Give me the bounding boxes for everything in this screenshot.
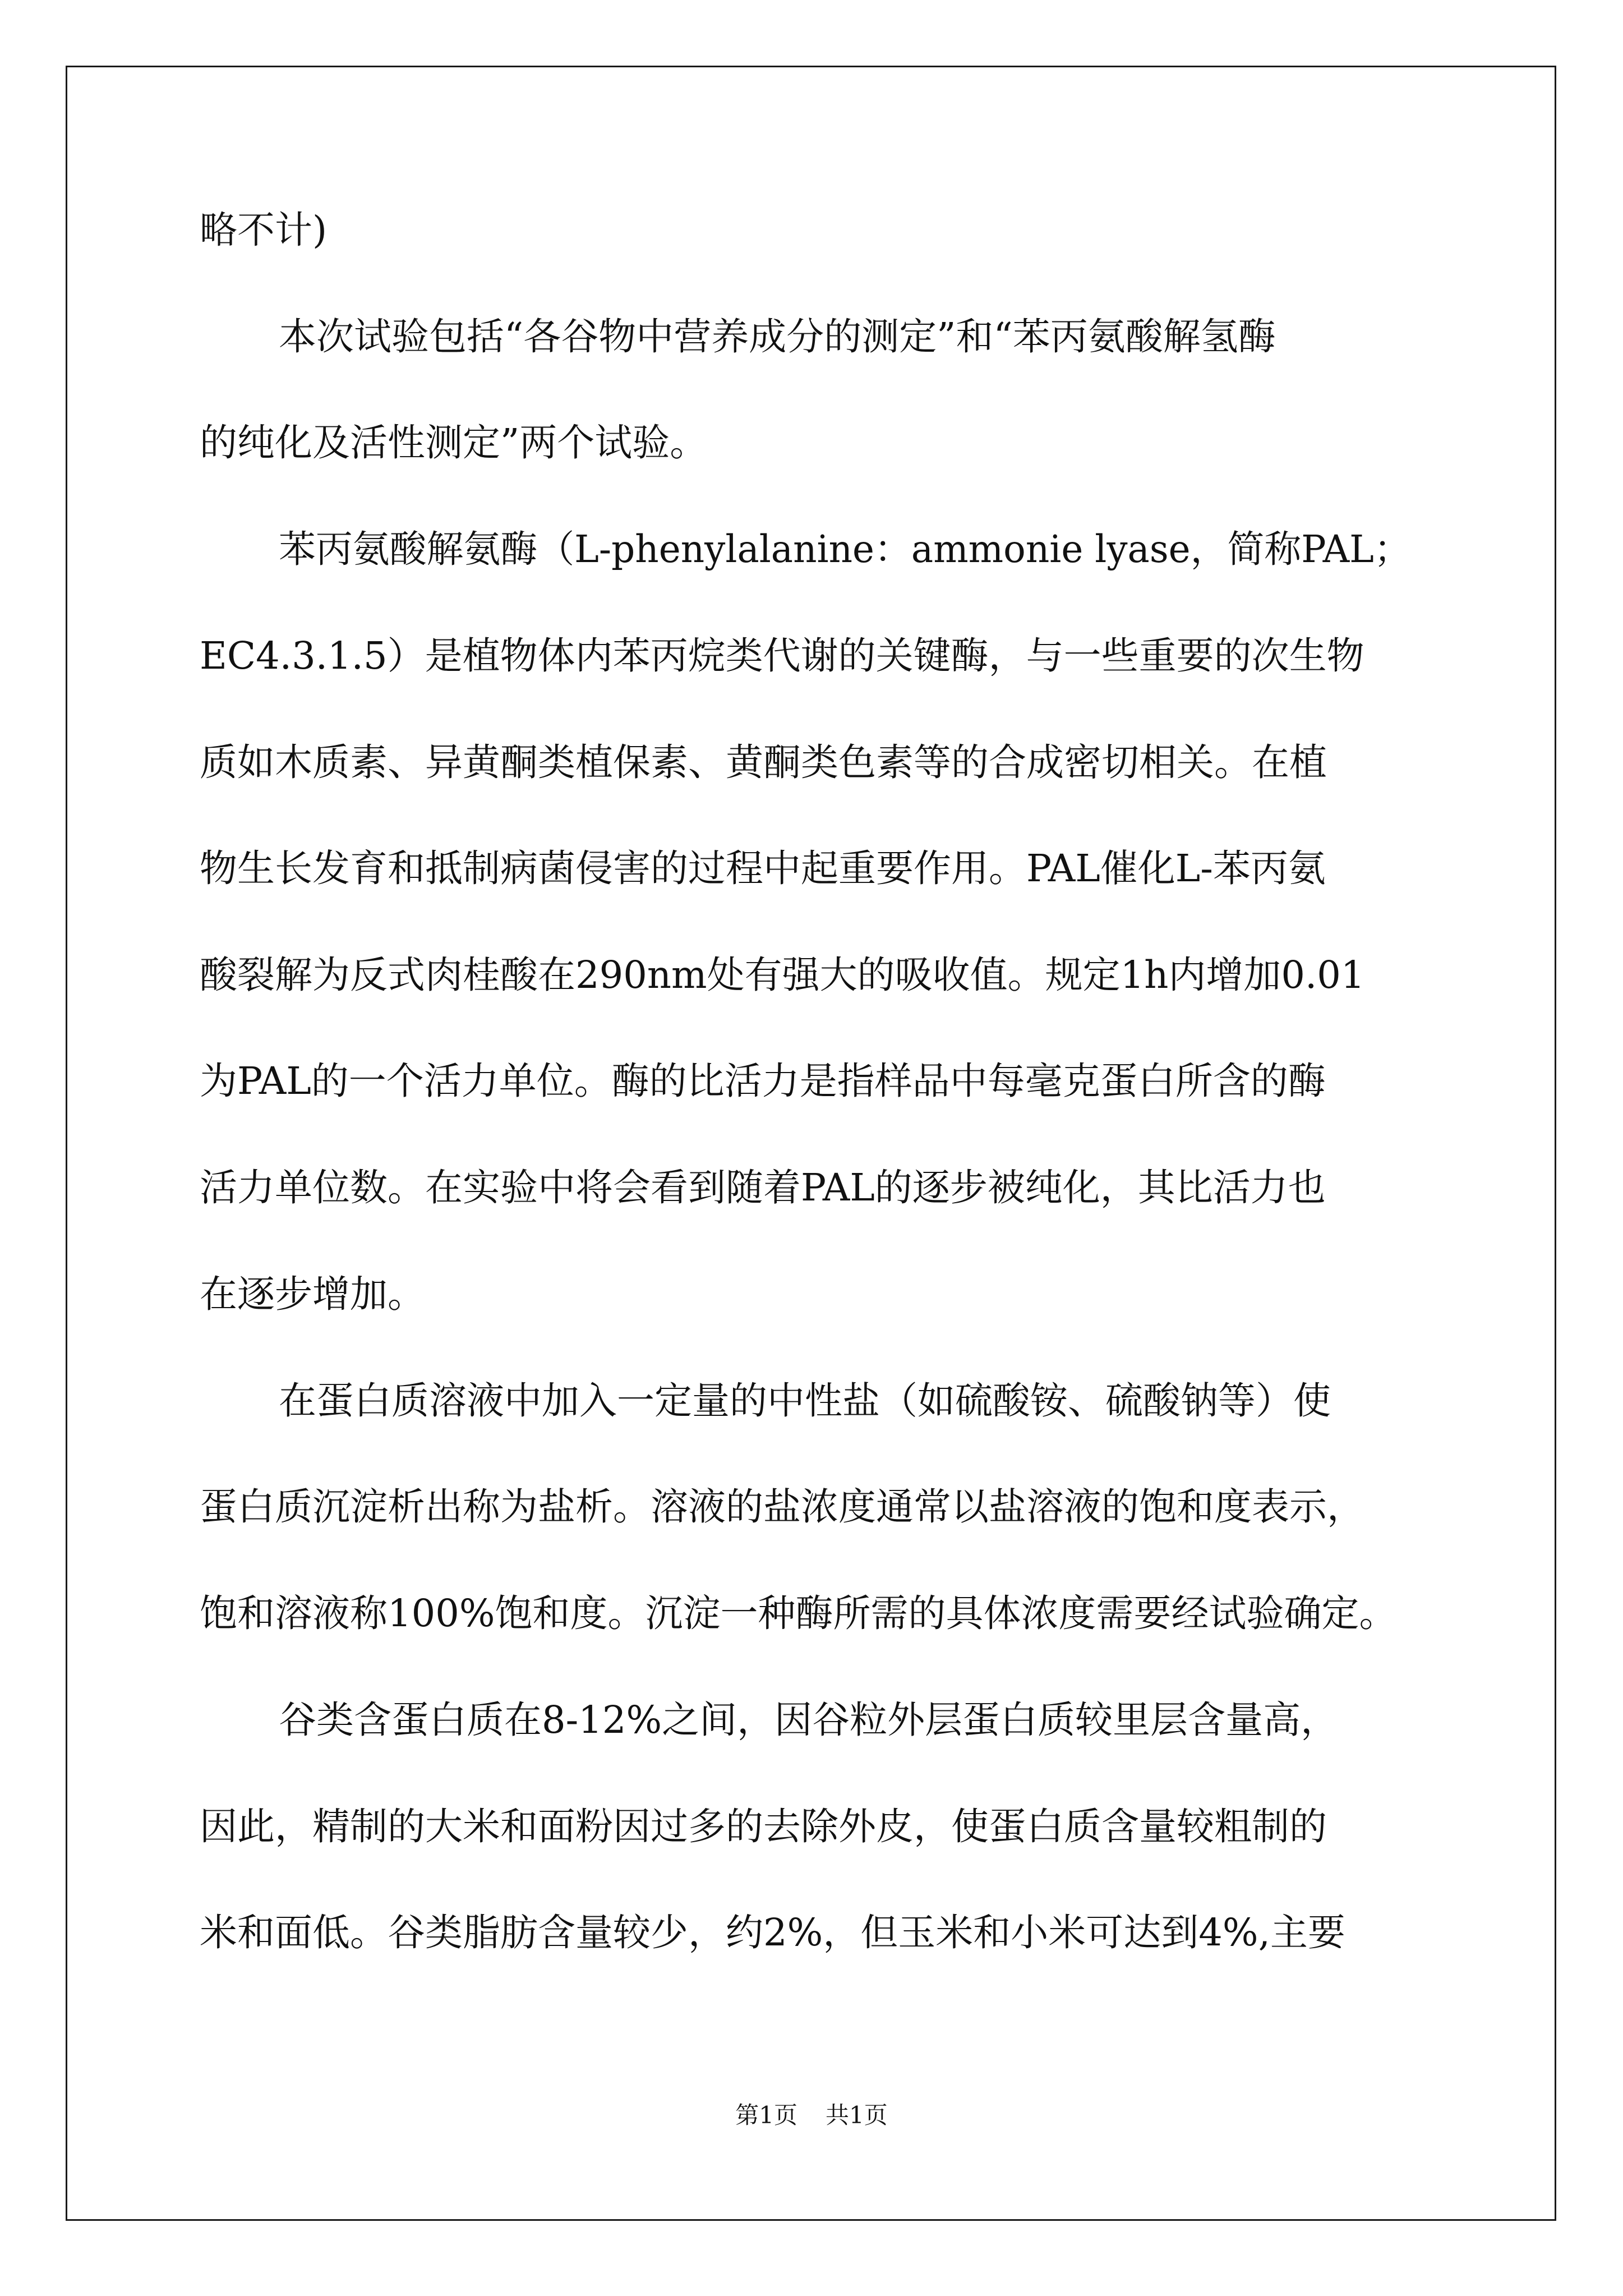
text-line-2: 本次试验包括“各谷物中营养成分的测定”和“苯丙氨酸解氢酶 xyxy=(279,315,1276,358)
text-line-9: 为PAL的一个活力单位。酶的比活力是指样品中每毫克蛋白所含的酶 xyxy=(200,1059,1326,1103)
text-line-4: 苯丙氨酸解氨酶（L-phenylalanine：ammonie lyase，简称PAL； xyxy=(279,527,1411,571)
text-line-5: EC4.3.1.5）是植物体内苯丙烷类代谢的关键酶，与一些重要的次生物 xyxy=(200,634,1364,678)
text-line-1: 略不计) xyxy=(200,208,328,252)
text-line-15: 谷类含蛋白质在8-12%之间，因谷粒外层蛋白质较里层含量高， xyxy=(279,1698,1339,1742)
text-line-17: 米和面低。谷类脂肪含量较少，约2%，但玉米和小米可达到4%,主要 xyxy=(200,1911,1345,1954)
text-line-11: 在逐步增加。 xyxy=(200,1272,425,1316)
text-line-3: 的纯化及活性测定”两个试验。 xyxy=(200,421,708,464)
page-border xyxy=(66,66,1556,2221)
text-line-8: 酸裂解为反式肉桂酸在290nm处有强大的吸收值。规定1h内增加0.01 xyxy=(200,953,1365,997)
text-line-6: 质如木质素、异黄酮类植保素、黄酮类色素等的合成密切相关。在植 xyxy=(200,740,1327,784)
text-line-12: 在蛋白质溶液中加入一定量的中性盐（如硫酸铵、硫酸钠等）使 xyxy=(279,1379,1331,1423)
text-line-10: 活力单位数。在实验中将会看到随着PAL的逐步被纯化，其比活力也 xyxy=(200,1166,1326,1209)
page-number: 第1页 xyxy=(735,2101,797,2129)
text-line-16: 因此，精制的大米和面粉因过多的去除外皮，使蛋白质含量较粗制的 xyxy=(200,1805,1327,1848)
text-line-14: 饱和溶液称100%饱和度。沉淀一种酶所需的具体浓度需要经试验确定。 xyxy=(200,1591,1397,1635)
page-footer xyxy=(0,2099,1623,2132)
page-total: 共1页 xyxy=(826,2101,888,2129)
text-line-13: 蛋白质沉淀析出称为盐析。溶液的盐浓度通常以盐溶液的饱和度表示， xyxy=(200,1485,1364,1529)
text-line-7: 物生长发育和抵制病菌侵害的过程中起重要作用。PAL催化L-苯丙氨 xyxy=(200,846,1326,890)
